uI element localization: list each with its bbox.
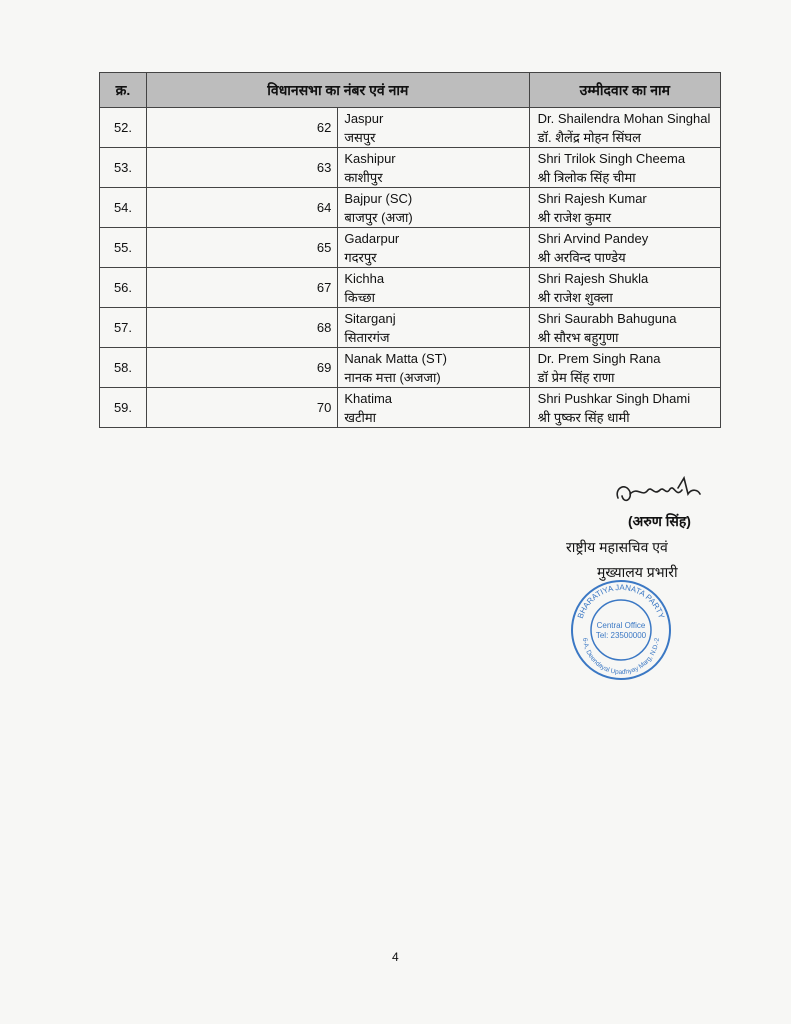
table-header-row <box>100 73 721 108</box>
table-row <box>100 308 721 348</box>
stamp-party-text: BHARATIYA JANATA PARTY <box>575 582 667 620</box>
candidate-cell <box>529 108 720 148</box>
constituency-name-cell <box>338 188 529 228</box>
stamp-line2: Tel: 23500000 <box>595 631 647 640</box>
candidate-name-en: Shri Trilok Singh Cheema <box>537 150 686 166</box>
table-row <box>100 228 721 268</box>
constituency-number-cell: 69 <box>147 348 338 388</box>
signatory-title: राष्ट्रीय महासचिव एवं <box>566 539 668 555</box>
candidate-cell <box>529 388 720 428</box>
candidate-cell <box>529 188 720 228</box>
stamp-line1: Central Office <box>596 621 646 630</box>
constituency-name-en: Kashipur <box>344 150 396 166</box>
serial-cell: 58. <box>100 348 147 388</box>
candidate-cell <box>529 348 720 388</box>
candidate-name-en: Dr. Prem Singh Rana <box>537 350 661 366</box>
constituency-name-en: Nanak Matta (ST) <box>344 350 447 366</box>
candidate-name-en: Shri Saurabh Bahuguna <box>537 310 677 326</box>
table-row <box>100 188 721 228</box>
constituency-name-hi: काशीपुर <box>344 169 383 185</box>
table-row <box>100 388 721 428</box>
constituency-name-hi: खटीमा <box>344 409 377 425</box>
constituency-number-cell: 68 <box>147 308 338 348</box>
candidate-table <box>99 72 721 428</box>
stamp-address-text: 6-A, Deendayal Upadhyay Marg, N.D.-2 <box>581 637 661 677</box>
constituency-name-cell <box>338 228 529 268</box>
constituency-name-en: Sitarganj <box>344 310 396 326</box>
candidate-name-en: Shri Rajesh Kumar <box>537 190 647 206</box>
candidate-name-hi: डॉ प्रेम सिंह राणा <box>537 369 615 385</box>
constituency-name-hi: जसपुर <box>344 129 376 145</box>
candidate-name-en: Shri Rajesh Shukla <box>537 270 649 286</box>
constituency-name-hi: सितारगंज <box>344 329 390 345</box>
constituency-name-hi: बाजपुर (अजा) <box>344 209 413 225</box>
candidate-name-hi: श्री सौरभ बहुगुणा <box>537 329 619 345</box>
header-constituency: विधानसभा का नंबर एवं नाम <box>147 73 530 108</box>
table-row <box>100 268 721 308</box>
party-stamp <box>569 578 673 682</box>
candidate-cell <box>529 228 720 268</box>
candidate-name-hi: श्री पुष्कर सिंह धामी <box>537 409 630 425</box>
constituency-name-hi: नानक मत्ता (अजजा) <box>344 369 441 385</box>
candidate-name-hi: श्री त्रिलोक सिंह चीमा <box>537 169 636 185</box>
constituency-name-cell <box>338 348 529 388</box>
constituency-name-cell <box>338 108 529 148</box>
candidate-name-en: Shri Pushkar Singh Dhami <box>537 390 691 406</box>
constituency-number-cell: 64 <box>147 188 338 228</box>
table-row <box>100 108 721 148</box>
constituency-name-cell <box>338 388 529 428</box>
table-row <box>100 148 721 188</box>
table-row <box>100 348 721 388</box>
constituency-number-cell: 65 <box>147 228 338 268</box>
constituency-name-cell <box>338 308 529 348</box>
candidate-cell <box>529 308 720 348</box>
constituency-name-cell <box>338 148 529 188</box>
candidate-name-en: Shri Arvind Pandey <box>537 230 649 246</box>
constituency-name-cell <box>338 268 529 308</box>
constituency-name-en: Kichha <box>344 270 385 286</box>
constituency-name-en: Khatima <box>344 390 393 406</box>
candidate-name-hi: श्री राजेश शुक्ला <box>537 289 613 305</box>
candidate-name-hi: डॉ. शैलेंद्र मोहन सिंघल <box>537 129 641 145</box>
constituency-name-en: Gadarpur <box>344 230 400 246</box>
serial-cell: 54. <box>100 188 147 228</box>
candidate-name-en: Dr. Shailendra Mohan Singhal <box>537 110 711 126</box>
serial-cell: 55. <box>100 228 147 268</box>
header-serial: क्र. <box>100 73 147 108</box>
signatory-name: (अरुण सिंह) <box>628 513 691 529</box>
candidate-name-hi: श्री राजेश कुमार <box>537 209 612 225</box>
serial-cell: 52. <box>100 108 147 148</box>
page-number: 4 <box>392 950 399 964</box>
constituency-name-hi: किच्छा <box>344 289 375 305</box>
candidate-cell <box>529 148 720 188</box>
header-candidate: उम्मीदवार का नाम <box>529 73 720 108</box>
serial-cell: 53. <box>100 148 147 188</box>
candidate-name-hi: श्री अरविन्द पाण्डेय <box>537 249 626 265</box>
constituency-number-cell: 67 <box>147 268 338 308</box>
serial-cell: 56. <box>100 268 147 308</box>
constituency-name-en: Bajpur (SC) <box>344 190 413 206</box>
constituency-number-cell: 63 <box>147 148 338 188</box>
constituency-name-hi: गदरपुर <box>344 249 377 265</box>
signature <box>612 474 712 514</box>
serial-cell: 57. <box>100 308 147 348</box>
signatory-office: मुख्यालय प्रभारी <box>597 564 678 580</box>
svg-text:BHARATIYA JANATA PARTY <box>576 583 667 620</box>
constituency-number-cell: 62 <box>147 108 338 148</box>
serial-cell: 59. <box>100 388 147 428</box>
constituency-name-en: Jaspur <box>344 110 384 126</box>
candidate-cell <box>529 268 720 308</box>
constituency-number-cell: 70 <box>147 388 338 428</box>
